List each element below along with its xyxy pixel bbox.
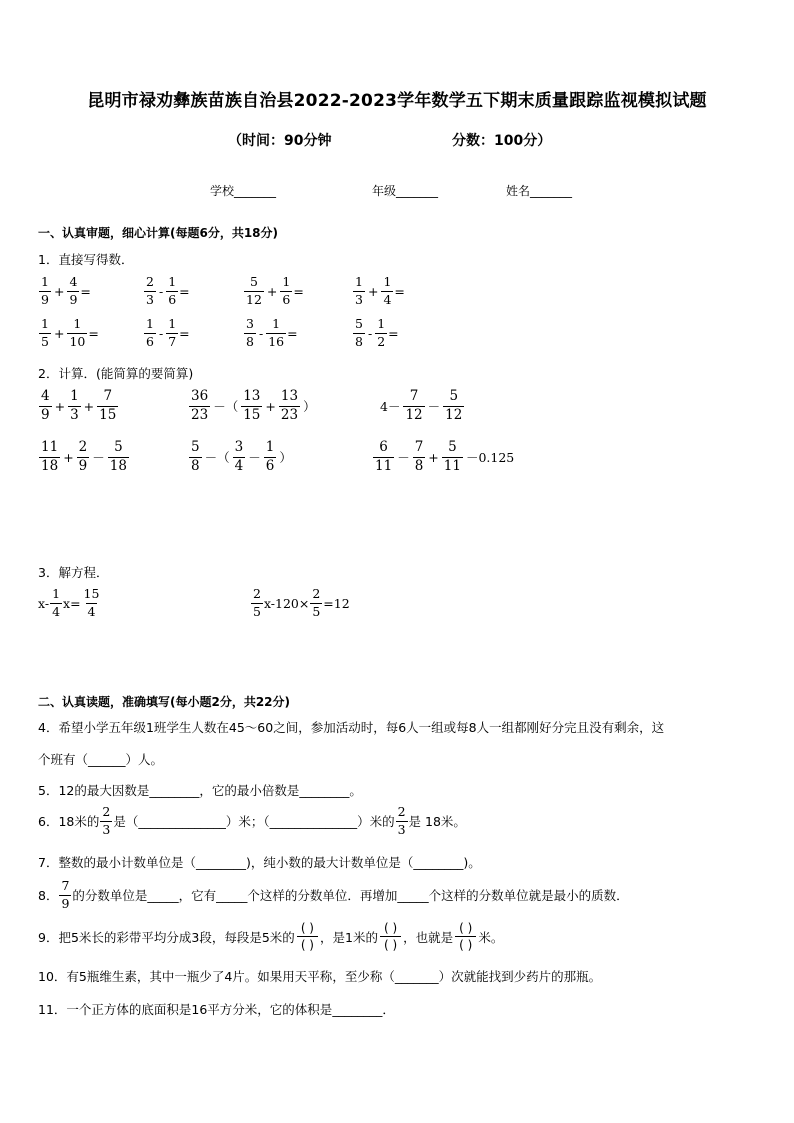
fraction: $\frac{2}{5}$ [312,586,321,619]
fraction: $\frac{1}{9}$ [41,274,49,307]
blank-fraction[interactable]: ( ) ( ) [455,922,476,951]
q6-text: 6．18米的 $\frac{2}{3}$ 是（______________）米；（______________）米的 $\frac{2}{3}$ 是 18米。 [38,804,466,837]
q1-label: 1．直接写得数． [38,252,134,267]
q7-text: 7．整数的最小计数单位是（________)，纯小数的最大计数单位是（________)。 [38,855,481,870]
q1-item: $\frac{3}{8}$ - $\frac{1}{16}$ = [246,316,298,349]
fraction: $\frac{2}{9}$ [78,439,88,474]
fraction: $\frac{13}{15}$ [243,388,261,423]
answer-blank[interactable]: = [179,283,190,299]
q1-item: $\frac{1}{5}$ + $\frac{1}{10}$ = [41,316,99,349]
fraction: $\frac{1}{6}$ [282,274,291,307]
q1-item: $\frac{2}{3}$ - $\frac{1}{6}$ = [146,274,190,307]
q11-text: 11．一个正方体的底面积是16平方分米，它的体积是________． [38,1002,395,1017]
fraction: $\frac{5}{18}$ [109,439,127,474]
section1-heading: 一、认真审题，细心计算(每题6分，共18分) [38,226,279,240]
name-field[interactable]: 姓名_______ [506,184,573,198]
blank-fraction[interactable]: ( ) ( ) [380,922,401,951]
fraction: $\frac{2}{3}$ [146,274,154,307]
fraction: $\frac{36}{23}$ [191,388,209,423]
q9-text: 9．把5米长的彩带平均分成3段，每段是5米的 ( ) ( ) ，是1米的 ( ) ( ) ，也就是 ( ) ( ) 米。 [38,921,504,952]
exam-score: 分数：100分） [452,133,552,149]
fraction: $\frac{1}{4}$ [52,586,61,619]
answer-blank[interactable]: = [179,325,190,341]
q1-item: $\frac{1}{9}$ + $\frac{4}{9}$ = [41,274,91,307]
q1-item: $\frac{1}{3}$ + $\frac{1}{4}$ = [355,274,405,307]
fraction: $\frac{7}{15}$ [99,388,117,423]
fraction: $\frac{1}{7}$ [168,316,177,349]
answer-blank[interactable]: = [80,283,91,299]
q2-expr-1: $\frac{4}{9}$ + $\frac{1}{3}$ + $\frac{7}{15}$ [41,388,117,423]
fraction: $\frac{4}{9}$ [41,388,50,423]
fraction: $\frac{5}{8}$ [355,316,363,349]
q3-equation-2: $\frac{2}{5}$ x-120× $\frac{2}{5}$ =12 [253,586,350,619]
q1-item: $\frac{5}{8}$ - $\frac{1}{2}$ = [355,316,399,349]
q2-label: 2．计算．(能简算的要简算) [38,366,194,381]
q10-text: 10．有5瓶维生素，其中一瓶少了4片。如果用天平称，至少称（_______）次就能找到少药片的那瓶。 [38,969,602,984]
fraction: $\frac{7}{12}$ [405,388,423,423]
fraction: $\frac{1}{4}$ [383,274,392,307]
fraction: $\frac{3}{4}$ [234,439,244,474]
fraction: $\frac{5}{12}$ [445,388,463,423]
q2-expr-3: 4－ $\frac{7}{12}$ － $\frac{5}{12}$ [380,388,463,423]
fraction: $\frac{2}{5}$ [253,586,261,619]
q4-text-line2: 个班有（______）人。 [38,752,164,767]
fraction: $\frac{2}{3}$ [102,804,111,837]
answer-blank[interactable]: = [287,325,298,341]
q8-text: 8． $\frac{7}{9}$ 的分数单位是_____，它有_____个这样的分数单位．再增加_____个这样的分数单位就是最小的质数． [38,878,629,911]
blank-fraction[interactable]: ( ) ( ) [297,922,318,951]
fraction: $\frac{1}{6}$ [146,316,154,349]
q2-expr-5: $\frac{5}{8}$ －（ $\frac{3}{4}$ － $\frac{1}{6}$ ） [191,439,292,474]
fraction: $\frac{2}{3}$ [397,804,406,837]
section2-heading: 二、认真读题，准确填写(每小题2分，共22分) [38,695,291,709]
school-field[interactable]: 学校_______ [210,184,277,198]
answer-blank[interactable]: = [388,325,399,341]
fraction: $\frac{3}{8}$ [246,316,254,349]
q2-expr-2: $\frac{36}{23}$ －（ $\frac{13}{15}$ + $\frac{13}{23}$ ） [191,388,316,423]
q3-label: 3．解方程． [38,565,109,580]
fraction: $\frac{4}{9}$ [69,274,78,307]
exam-time: （时间：90分钟 [228,133,332,149]
q5-text: 5．12的最大因数是________，它的最小倍数是________。 [38,783,362,798]
fraction: $\frac{11}{18}$ [41,439,59,474]
fraction: $\frac{1}{10}$ [69,316,86,349]
grade-field[interactable]: 年级_______ [372,184,439,198]
fraction: $\frac{1}{6}$ [168,274,177,307]
fraction: $\frac{6}{11}$ [375,439,393,474]
fraction: $\frac{1}{6}$ [265,439,275,474]
q2-expr-4: $\frac{11}{18}$ + $\frac{2}{9}$ － $\frac{5}{18}$ [41,439,127,474]
fraction: $\frac{15}{4}$ [83,586,100,619]
fraction: $\frac{7}{9}$ [61,878,70,911]
exam-title: 昆明市禄劝彝族苗族自治县2022-2023学年数学五下期末质量跟踪监视模拟试题 [87,91,707,111]
fraction: $\frac{1}{2}$ [377,316,386,349]
q4-text-line1: 4．希望小学五年级1班学生人数在45～60之间，参加活动时，每6人一组或每8人一组都刚好分完且没有剩余，这 [38,720,665,735]
fraction: $\frac{7}{8}$ [414,439,424,474]
q3-equation-1: x- $\frac{1}{4}$ x= $\frac{15}{4}$ [38,586,100,619]
answer-blank[interactable]: = [88,325,99,341]
fraction: $\frac{5}{12}$ [246,274,262,307]
fraction: $\frac{1}{5}$ [41,316,49,349]
fraction: $\frac{13}{23}$ [280,388,299,423]
fraction: $\frac{5}{8}$ [191,439,200,474]
answer-blank[interactable]: = [394,283,405,299]
fraction: $\frac{5}{11}$ [443,439,461,474]
fraction: $\frac{1}{3}$ [355,274,363,307]
q1-item: $\frac{1}{6}$ - $\frac{1}{7}$ = [146,316,190,349]
answer-blank[interactable]: = [293,283,304,299]
q1-item: $\frac{5}{12}$ + $\frac{1}{6}$ = [246,274,304,307]
fraction: $\frac{1}{16}$ [268,316,285,349]
q2-expr-6: $\frac{6}{11}$ － $\frac{7}{8}$ + $\frac{5}{11}$ －0.125 [375,439,515,474]
fraction: $\frac{1}{3}$ [70,388,79,423]
